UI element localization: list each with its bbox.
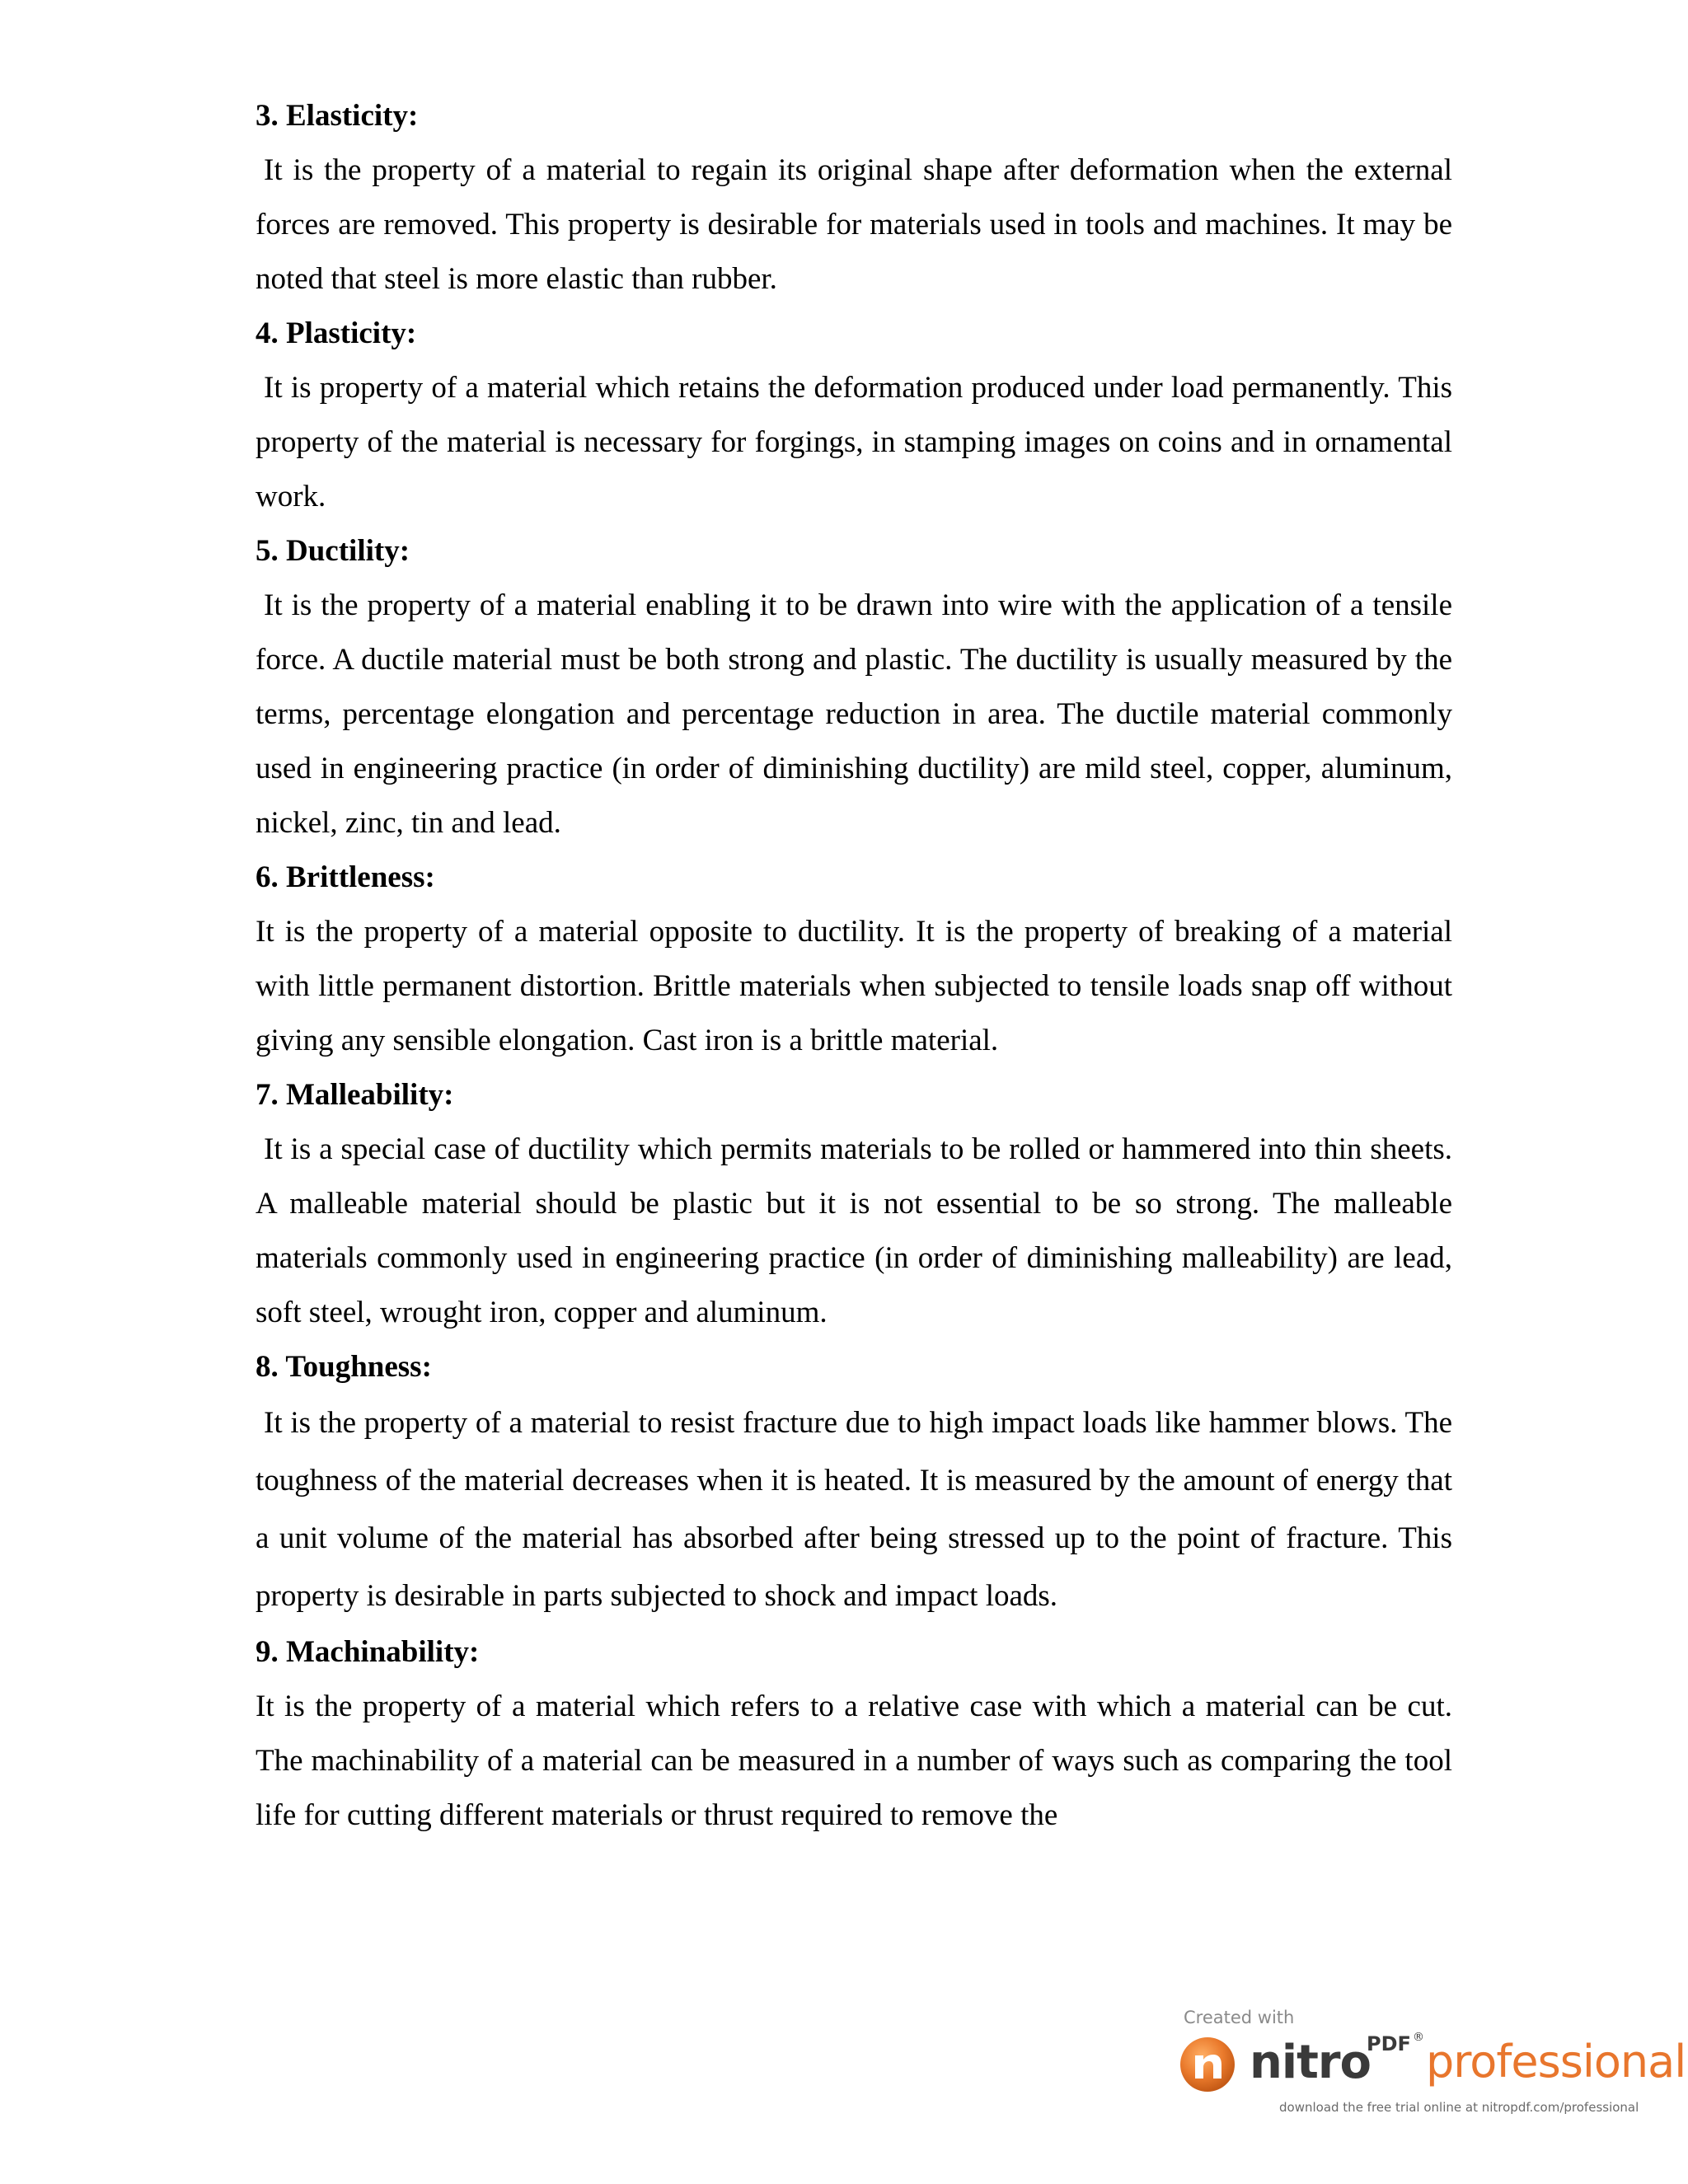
heading-machinability: 9. Machinability:	[256, 1635, 480, 1669]
watermark-download-link[interactable]: download the free trial online at nitropdf.com/professional	[1279, 2100, 1639, 2115]
watermark-brand: nitro	[1250, 2036, 1371, 2089]
heading-ductility: 5. Ductility:	[256, 534, 410, 568]
body-malleability: It is a special case of ductility which permits materials to be rolled or hammered into thin sheets. A malleable material should be plastic but it is not essential to be so strong. The malleable materials commonly used in engineering practice (in order of diminishing malleability) are lead, soft steel, wrought iron, copper and aluminum.	[256, 1132, 1452, 1329]
body-brittleness: It is the property of a material opposite to ductility. It is the property of breaking of a material with little permanent distortion. Brittle materials when subjected to tensile loads snap off without giving any sensible elongation. Cast iron is a brittle material.	[256, 915, 1452, 1057]
watermark-product: professional	[1426, 2036, 1686, 2088]
nitro-watermark[interactable]	[1179, 2003, 1686, 2126]
heading-plasticity: 4. Plasticity:	[256, 316, 417, 350]
page-content	[256, 89, 1452, 1843]
heading-malleability: 7. Malleability:	[256, 1078, 454, 1112]
heading-toughness: 8. Toughness:	[256, 1350, 432, 1384]
watermark-created-with: Created with	[1184, 2008, 1295, 2027]
body-plasticity: It is property of a material which retains the deformation produced under load permanently. This property of the material is necessary for forgings, in stamping images on coins and in ornamental work.	[256, 371, 1452, 513]
body-ductility: It is the property of a material enabling it to be drawn into wire with the application of a tensile force. A ductile material must be both strong and plastic. The ductility is usually measured by the terms, percentage elongation and percentage reduction in area. The ductile material commonly used in engineering practice (in order of diminishing ductility) are mild steel, copper, aluminum, nickel, zinc, tin and lead.	[256, 588, 1452, 840]
heading-brittleness: 6. Brittleness:	[256, 860, 435, 894]
nitro-logo-icon	[1179, 2036, 1236, 2093]
body-machinability: It is the property of a material which refers to a relative case with which a material can be cut. The machinability of a material can be measured in a number of ways such as comparing the tool life for cutting different materials or thrust required to remove the	[256, 1690, 1452, 1832]
body-toughness: It is the property of a material to resist fracture due to high impact loads like hammer blows. The toughness of the material decreases when it is heated. It is measured by the amount of energy that a unit volume of the material has absorbed after being stressed up to the point of fracture. This property is desirable in parts subjected to shock and impact loads.	[256, 1406, 1452, 1613]
body-elasticity: It is the property of a material to regain its original shape after deformation when the external forces are removed. This property is desirable for materials used in tools and machines. It may be noted that steel is more elastic than rubber.	[256, 153, 1452, 296]
watermark-brand-sup: PDF	[1367, 2032, 1411, 2055]
heading-elasticity: 3. Elasticity:	[256, 99, 419, 133]
watermark-brand-reg: ®	[1413, 2031, 1424, 2044]
